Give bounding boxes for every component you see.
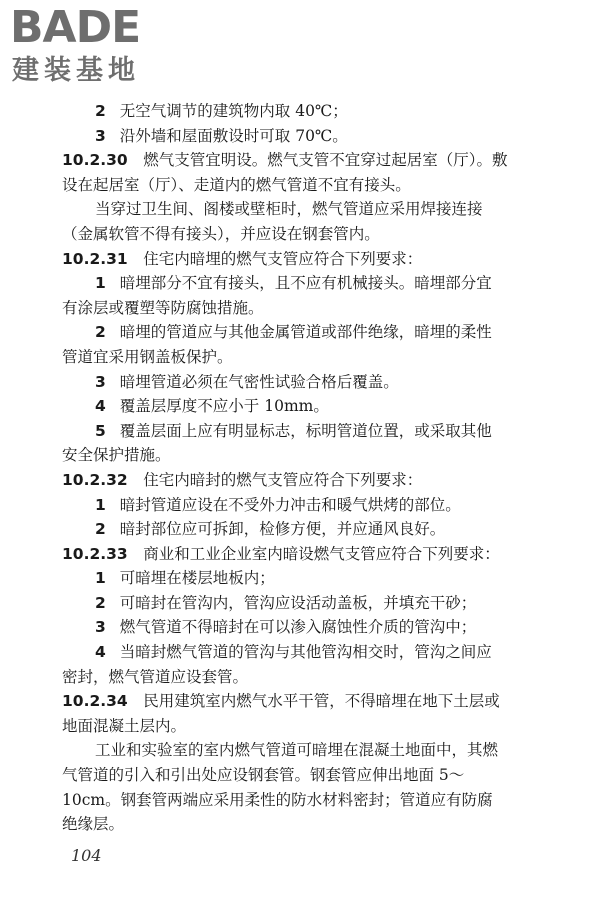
text-line: 有涂层或覆塑等防腐蚀措施。 — [62, 298, 264, 317]
item-text: 暗埋部分不宜有接头，且不应有机械接头。暗埋部分宜 — [119, 274, 492, 293]
bade-logo — [10, 4, 180, 90]
text-line: 密封，燃气管道应设套管。 — [62, 667, 249, 686]
item-text: 暗埋管道必须在气密性试验合格后覆盖。 — [119, 372, 399, 391]
clause-text: 民用建筑室内燃气水平干管，不得暗埋在地下土层或 — [143, 692, 500, 711]
item-number: 2 — [95, 323, 106, 342]
paragraph-start: 当穿过卫生间、阁楼或壁柜时，燃气管道应采用焊接连接 — [95, 200, 483, 219]
list-item — [62, 370, 532, 395]
item-number: 1 — [95, 569, 106, 588]
list-item — [62, 566, 532, 591]
item-number: 3 — [95, 618, 106, 637]
logo-subtitle: 建装基地 — [12, 55, 140, 86]
clause-number: 10.2.33 — [62, 544, 128, 563]
list-item — [62, 271, 532, 296]
item-text: 无空气调节的建筑物内取 40℃； — [119, 102, 348, 120]
text-line: 地面混凝土层内。 — [62, 716, 187, 735]
item-number: 1 — [95, 495, 106, 514]
clause-heading — [62, 542, 532, 567]
list-item — [62, 640, 532, 665]
clause-text: 住宅内暗埋的燃气支管应符合下列要求： — [143, 249, 423, 268]
clause-number: 10.2.31 — [62, 249, 128, 268]
text-line: （金属软管不得有接头），并应设在钢套管内。 — [62, 224, 380, 243]
logo-wordmark: BADE — [10, 2, 141, 53]
list-item — [62, 419, 532, 444]
paragraph-start: 工业和实验室的室内燃气管道可暗埋在混凝土地面中，其燃 — [95, 741, 499, 760]
clause-number: 10.2.30 — [62, 151, 128, 170]
page-number: 104 — [71, 846, 102, 865]
text-line: 气管道的引入和引出处应设钢套管。钢套管应伸出地面 5～ — [62, 766, 465, 785]
list-item — [62, 320, 532, 345]
clause-number: 10.2.34 — [62, 692, 128, 711]
item-number: 2 — [95, 593, 106, 612]
item-number: 4 — [95, 643, 106, 662]
document-body — [62, 99, 532, 837]
item-text: 暗封部位应可拆卸，检修方便，并应通风良好。 — [119, 520, 446, 539]
list-item — [62, 591, 532, 616]
item-text: 暗埋的管道应与其他金属管道或部件绝缘，暗埋的柔性 — [119, 323, 492, 342]
text-line: 10cm。钢套管两端应采用柔性的防水材料密封；管道应有防腐 — [62, 790, 493, 809]
item-text: 可暗埋在楼层地板内； — [119, 569, 275, 588]
item-number: 4 — [95, 397, 106, 416]
list-item — [62, 99, 532, 124]
item-number: 3 — [95, 126, 106, 145]
item-number: 2 — [95, 102, 106, 120]
item-number: 5 — [95, 421, 106, 440]
clause-heading — [62, 689, 532, 714]
clause-text: 燃气支管宜明设。燃气支管不宜穿过起居室（厅）。敷 — [143, 151, 508, 170]
item-text: 暗封管道应设在不受外力冲击和暖气烘烤的部位。 — [119, 495, 461, 514]
clause-text: 住宅内暗封的燃气支管应符合下列要求： — [143, 470, 423, 489]
clause-heading — [62, 247, 532, 272]
item-text: 覆盖层面上应有明显标志，标明管道位置，或采取其他 — [119, 421, 492, 440]
text-line: 安全保护措施。 — [62, 446, 171, 465]
text-line: 设在起居室（厅）、走道内的燃气管道不宜有接头。 — [62, 175, 411, 194]
clause-text: 商业和工业企业室内暗设燃气支管应符合下列要求： — [143, 544, 500, 563]
item-text: 沿外墙和屋面敷设时可取 70℃。 — [119, 126, 348, 145]
item-number: 1 — [95, 274, 106, 293]
list-item — [62, 394, 532, 419]
item-text: 当暗封燃气管道的管沟与其他管沟相交时，管沟之间应 — [119, 643, 492, 662]
text-line: 绝缘层。 — [62, 815, 125, 834]
clause-heading — [62, 468, 532, 493]
clause-number: 10.2.32 — [62, 470, 128, 489]
item-number: 2 — [95, 520, 106, 539]
item-text: 燃气管道不得暗封在可以渗入腐蚀性介质的管沟中； — [119, 618, 477, 637]
list-item — [62, 124, 532, 149]
item-text: 覆盖层厚度不应小于 10mm。 — [119, 397, 329, 416]
clause-heading — [62, 148, 532, 173]
list-item — [62, 493, 532, 518]
text-line: 管道宜采用钢盖板保护。 — [62, 347, 233, 366]
list-item — [62, 517, 532, 542]
item-text: 可暗封在管沟内，管沟应设活动盖板，并填充干砂； — [119, 593, 477, 612]
item-number: 3 — [95, 372, 106, 391]
list-item — [62, 615, 532, 640]
